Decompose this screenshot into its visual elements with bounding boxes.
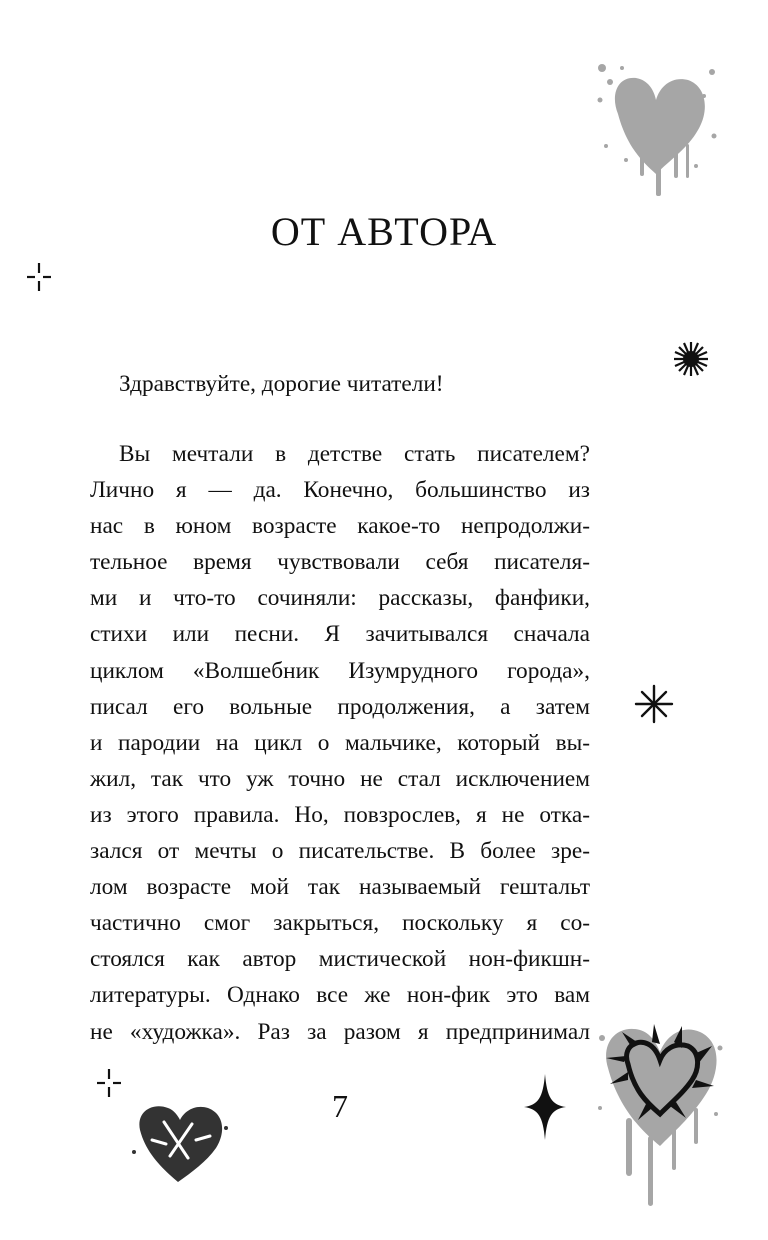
text-line: из этого правила. Но, повзрослев, я не отка- [90,801,590,828]
text-line: стоялся как автор мистической нон-фикшн- [90,946,590,973]
burst-star-icon [672,340,710,378]
page-title: ОТ АВТОРА [270,209,498,254]
text-line: Лично я — да. Конечно, большинство из [90,477,590,504]
gray-heart-splatter-icon [592,56,722,206]
text-line: писал его вольные продолжения, а затем [90,693,590,720]
text-line: лом возрасте мой так называемый гештальт [90,874,590,901]
spiky-heart-splatter-icon [596,1018,726,1218]
text-line: литературы. Однако все же нон-фик это вам [90,982,590,1009]
body-paragraph [90,436,590,1050]
text-line: стихи или песни. Я зачитывался сначала [90,621,590,648]
text-line: не «художка». Раз за разом я предпринимал [90,1018,590,1045]
greeting [90,366,590,402]
text-line: жил, так что уж точно не стал исключением [90,765,590,792]
text-line: тельное время чувствовали себя писателя- [90,549,590,576]
text-line: Вы мечтали в детстве стать писателем? [119,441,590,467]
text-line: нас в юном возрасте какое-то непродолжи- [90,513,590,540]
text-line: ми и что-то сочиняли: рассказы, фанфики, [90,585,590,612]
greeting-line: Здравствуйте, дорогие читатели! [119,371,444,397]
text-line: и пародии на цикл о мальчике, который вы- [90,729,590,756]
asterisk-star-icon [634,684,674,724]
text-line: зался от мечты о писательстве. В более зре- [90,838,590,865]
four-point-star-icon [524,1074,566,1140]
text-line: циклом «Волшебник Изумрудного города», [90,657,590,684]
text-line: частично смог закрыться, поскольку я со- [90,910,590,937]
crosshair-sparkle-icon [26,262,52,292]
page-number: 7 [332,1088,348,1124]
